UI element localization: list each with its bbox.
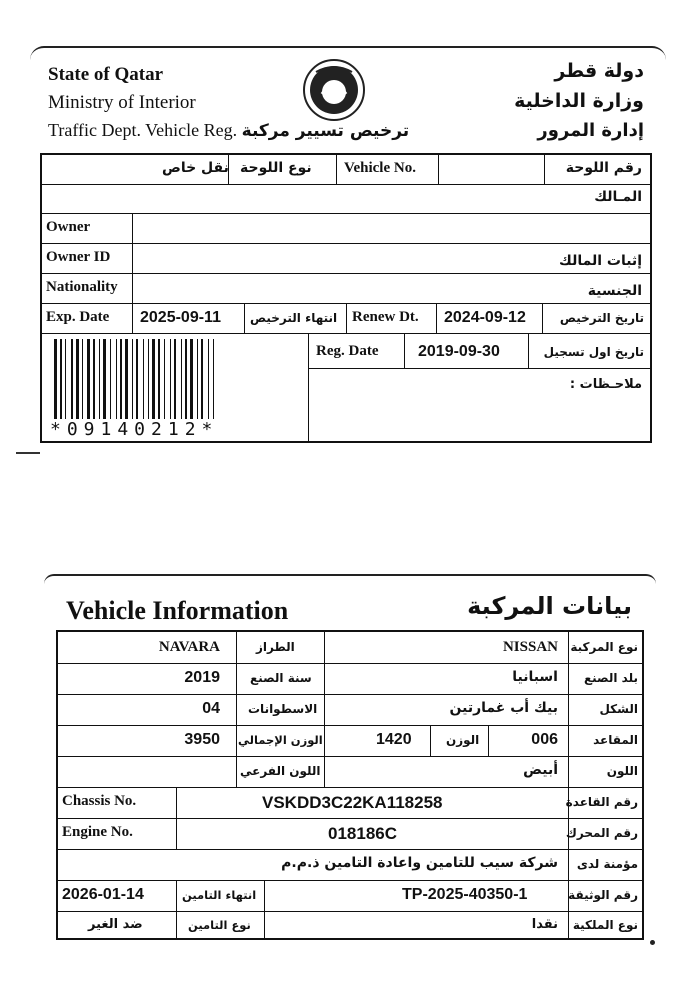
exp-date-label: Exp. Date xyxy=(46,309,110,325)
barcode-bar xyxy=(174,339,176,419)
cyl-label-ar: الاسطوانات xyxy=(248,702,318,716)
barcode-bar xyxy=(125,339,128,419)
barcode-bar xyxy=(116,339,117,419)
renew-value: 2024-09-12 xyxy=(444,309,526,326)
seats-label-ar: المقاعد xyxy=(593,733,638,747)
barcode-bar xyxy=(197,339,198,419)
reg-date-value: 2019-09-30 xyxy=(418,343,500,360)
corner-dot xyxy=(650,940,655,945)
ins-type-label-ar: نوع التامين xyxy=(188,918,251,932)
plate-type-label: نوع اللوحة xyxy=(240,160,312,176)
barcode-bar xyxy=(152,339,155,419)
state-en: State of Qatar xyxy=(48,64,164,85)
ministry-ar: وزارة الداخلية xyxy=(514,90,644,112)
barcode-bar xyxy=(136,339,138,419)
insurer-value: شركة سيب للتامين واعادة التامين ذ.م.م xyxy=(281,855,558,871)
registration-card xyxy=(30,46,666,468)
vehicle-info-table xyxy=(56,630,644,940)
shape-value: بيك أب غمارتين xyxy=(449,700,558,716)
nationality-label: Nationality xyxy=(46,279,118,295)
qatar-emblem-icon xyxy=(302,58,366,122)
owner-id-label: Owner ID xyxy=(46,249,111,265)
cyl-value: 04 xyxy=(202,700,220,717)
model-label-ar: الطراز xyxy=(256,640,295,654)
seats-value: 006 xyxy=(531,731,558,748)
barcode-bar xyxy=(93,339,95,419)
subcolor-label-ar: اللون الفرعي xyxy=(240,764,321,778)
barcode-bar xyxy=(132,339,133,419)
country-value: اسبانيا xyxy=(512,669,558,685)
edge-mark xyxy=(16,452,40,454)
ins-type-value: ضد الغير xyxy=(88,917,143,932)
owner-id-label-ar: إثبات المالك xyxy=(559,253,642,269)
engine-label: Engine No. xyxy=(62,824,133,840)
barcode-bar xyxy=(181,339,182,419)
policy-value: TP-2025-40350-1 xyxy=(402,886,528,903)
policy-label-ar: رقم الوثيقة xyxy=(568,888,638,902)
barcode-bar xyxy=(143,339,144,419)
barcode-bar xyxy=(170,339,171,419)
ministry-en: Ministry of Interior xyxy=(48,92,196,113)
engine-label-ar: رقم المحرك xyxy=(565,826,638,840)
dept-en xyxy=(48,120,409,141)
dept-ar-text: ترخيص تسيير مركبة xyxy=(241,121,410,141)
ins-exp-label-ar: انتهاء التامين xyxy=(182,888,257,902)
color-label-ar: اللون xyxy=(606,764,638,778)
year-value: 2019 xyxy=(184,669,220,686)
barcode-text: *09140212* xyxy=(50,419,219,440)
barcode-bar xyxy=(190,339,193,419)
country-label-ar: بلد الصنع xyxy=(583,671,638,685)
state-ar: دولة قطر xyxy=(554,60,644,82)
barcode-bar xyxy=(208,339,209,419)
barcode-bar xyxy=(103,339,106,419)
chassis-label-ar: رقم القاعدة xyxy=(565,795,638,809)
owner-label-ar: المـالك xyxy=(594,189,642,205)
barcode-bar xyxy=(201,339,203,419)
vehicle-info-title-en: Vehicle Information xyxy=(66,596,289,625)
owner-label: Owner xyxy=(46,219,91,235)
barcode-bar xyxy=(158,339,160,419)
dept-en-text: Traffic Dept. Vehicle Reg. xyxy=(48,120,238,140)
plate-type-value: نقل خاص xyxy=(162,160,229,176)
exp-date-value: 2025-09-11 xyxy=(140,309,221,326)
reg-date-label: Reg. Date xyxy=(316,343,379,359)
traffic-ar: إدارة المرور xyxy=(537,120,644,141)
make-value: NISSAN xyxy=(502,639,558,655)
barcode-bar xyxy=(54,339,57,419)
barcode-bar xyxy=(60,339,62,419)
barcode-bar xyxy=(71,339,73,419)
barcode-bar xyxy=(87,339,90,419)
barcode-bar xyxy=(76,339,79,419)
weight-value: 1420 xyxy=(376,731,412,748)
barcode-bar xyxy=(110,339,111,419)
vehicle-info-card xyxy=(44,574,656,956)
year-label-ar: سنة الصنع xyxy=(250,671,312,685)
model-value: NAVARA xyxy=(158,639,220,655)
barcode-bar xyxy=(99,339,100,419)
shape-label-ar: الشكل xyxy=(599,702,638,716)
ownership-value: نقدا xyxy=(531,917,558,932)
vehicle-no-label: Vehicle No. xyxy=(344,160,416,176)
chassis-label: Chassis No. xyxy=(62,793,137,809)
barcode-bar xyxy=(164,339,165,419)
barcode-icon xyxy=(52,339,300,419)
chassis-value: VSKDD3C22KA118258 xyxy=(262,793,443,812)
color-value: أبيض xyxy=(523,762,558,778)
engine-value: 018186C xyxy=(328,824,398,843)
insurer-label-ar: مؤمنة لدى xyxy=(576,857,638,871)
make-label-ar: نوع المركبة xyxy=(570,640,638,654)
renew-label: Renew Dt. xyxy=(352,309,419,325)
notes-label-ar: ملاحـظات : xyxy=(569,377,642,392)
ins-exp-value: 2026-01-14 xyxy=(62,886,144,903)
barcode-bar xyxy=(65,339,66,419)
vehicle-info-title-ar: بيانات المركبة xyxy=(467,592,632,620)
exp-date-label-ar: انتهاء الترخيص xyxy=(250,311,338,325)
plate-no-label-ar: رقم اللوحة xyxy=(565,160,642,176)
barcode-bar xyxy=(120,339,122,419)
nationality-label-ar: الجنسية xyxy=(587,283,642,299)
barcode-bar xyxy=(213,339,214,419)
renew-label-ar: تاريخ الترخيص xyxy=(559,311,644,325)
gross-weight-value: 3950 xyxy=(184,731,220,748)
weight-label-ar: الوزن xyxy=(446,733,480,747)
ownership-label-ar: نوع الملكية xyxy=(572,918,638,932)
reg-date-label-ar: تاريخ اول تسجيل xyxy=(543,345,644,359)
barcode-bar xyxy=(148,339,149,419)
registration-table xyxy=(40,153,652,443)
gross-weight-label-ar: الوزن الإجمالي xyxy=(238,733,323,747)
barcode-bar xyxy=(82,339,83,419)
barcode-bar xyxy=(185,339,187,419)
